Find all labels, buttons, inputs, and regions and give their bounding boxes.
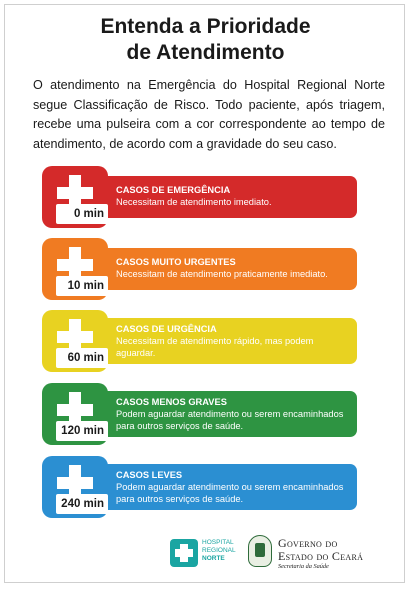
priority-time: 120 min	[56, 421, 108, 441]
title-line-2: de Atendimento	[126, 41, 285, 64]
priority-card-less-serious	[42, 383, 357, 445]
priority-description: Necessitam de atendimento praticamente imediato.	[116, 269, 328, 279]
gov-logo-line-2: Estado do Ceará	[278, 549, 364, 563]
priority-description: Necessitam de atendimento rápido, mas podem aguardar.	[116, 336, 314, 358]
priority-card-very-urgent	[42, 238, 357, 300]
priority-bar	[92, 248, 357, 290]
priority-heading: CASOS DE EMERGÊNCIA	[116, 185, 231, 195]
priority-card-urgent	[42, 310, 357, 372]
hospital-logo-line-3: NORTE	[202, 555, 225, 562]
hospital-logo-line-1: HOSPITAL	[202, 539, 234, 546]
priority-heading: CASOS MUITO URGENTES	[116, 257, 236, 267]
state-seal-icon	[248, 535, 272, 567]
intro-paragraph: O atendimento na Emergência do Hospital Regional Norte segue Classificação de Risco. Todo paciente, após triagem, recebe uma pulseira com a cor correspondente ao tempo de atendimento, de acordo com a gravidade do seu caso.	[33, 78, 385, 151]
priority-card-emergency	[42, 166, 357, 228]
priority-description: Podem aguardar atendimento ou serem encaminhados para outros serviços de saúde.	[116, 409, 344, 431]
gov-logo-line-1: Governo do	[278, 536, 338, 550]
page-title	[0, 14, 411, 66]
priority-heading: CASOS DE URGÊNCIA	[116, 324, 217, 334]
cross-icon	[170, 539, 198, 567]
priority-bar	[92, 318, 357, 364]
priority-card-mild	[42, 456, 357, 518]
priority-heading: CASOS MENOS GRAVES	[116, 397, 227, 407]
hospital-regional-norte-logo	[170, 537, 240, 571]
priority-bar	[92, 391, 357, 437]
priority-time: 0 min	[56, 204, 108, 224]
priority-time: 10 min	[56, 276, 108, 296]
priority-heading: CASOS LEVES	[116, 470, 183, 480]
title-line-1: Entenda a Prioridade	[100, 15, 311, 38]
hospital-logo-line-2: REGIONAL	[202, 547, 236, 554]
priority-time: 60 min	[56, 348, 108, 368]
gov-logo-line-3: Secretaria da Saúde	[278, 563, 329, 570]
priority-description: Necessitam de atendimento imediato.	[116, 197, 272, 207]
priority-time: 240 min	[56, 494, 108, 514]
priority-bar	[92, 176, 357, 218]
governo-ceara-logo	[248, 535, 378, 573]
priority-description: Podem aguardar atendimento ou serem encaminhados para outros serviços de saúde.	[116, 482, 344, 504]
priority-bar	[92, 464, 357, 510]
